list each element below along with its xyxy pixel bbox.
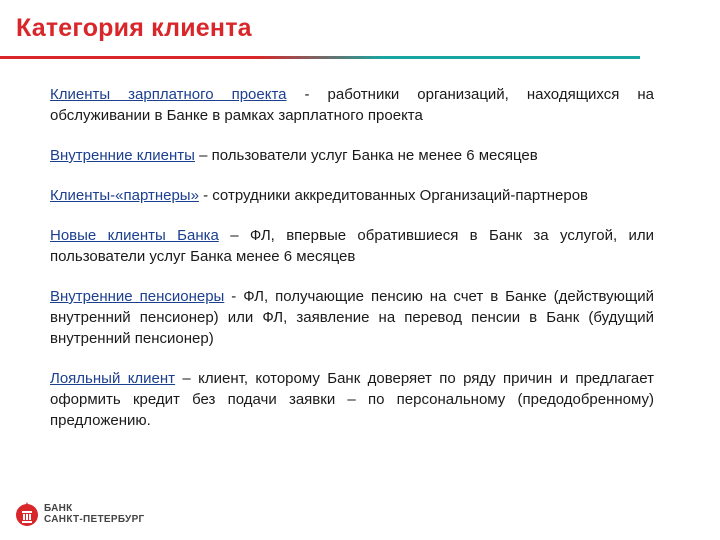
bank-logo	[14, 499, 145, 529]
item-term: Лояльный клиент	[50, 370, 176, 387]
list-item	[50, 225, 654, 267]
item-term: Новые клиенты Банка	[50, 227, 219, 244]
bank-logo-icon	[14, 499, 40, 529]
list-item	[50, 185, 654, 206]
item-term: Клиенты-«партнеры»	[50, 187, 199, 204]
title-divider	[0, 56, 640, 59]
list-item	[50, 145, 654, 166]
list-item	[50, 84, 654, 126]
item-description: - сотрудники аккредитованных Организаций-партнеров	[198, 187, 589, 204]
item-description: – пользователи услуг Банка не менее 6 месяцев	[194, 147, 538, 164]
logo-line2: САНКТ-ПЕТЕРБУРГ	[44, 514, 145, 525]
logo-line1: БАНК	[44, 503, 73, 514]
item-description: – клиент, которому Банк доверяет по ряду причин и предлагает оформить кредит без подачи заявки – по персональному (предодобренному) предложению.	[50, 370, 654, 429]
list-item	[50, 286, 654, 349]
item-term: Внутренние пенсионеры	[50, 288, 225, 305]
item-description: - работники организаций, находящихся на обслуживании в Банке в рамках зарплатного проекта	[50, 86, 654, 124]
item-term: Внутренние клиенты	[50, 147, 195, 164]
item-description: - ФЛ, получающие пенсию на счет в Банке (действующий внутренний пенсионер) или ФЛ, заявление на перевод пенсии в Банк (будущий внутренний пенсионер)	[50, 288, 654, 347]
category-list	[50, 84, 654, 450]
page-title: Категория клиента	[16, 14, 252, 42]
item-term: Клиенты зарплатного проекта	[50, 86, 287, 103]
list-item	[50, 368, 654, 431]
item-description: – ФЛ, впервые обратившиеся в Банк за услугой, или пользователи услуг Банка менее 6 месяцев	[50, 227, 654, 265]
